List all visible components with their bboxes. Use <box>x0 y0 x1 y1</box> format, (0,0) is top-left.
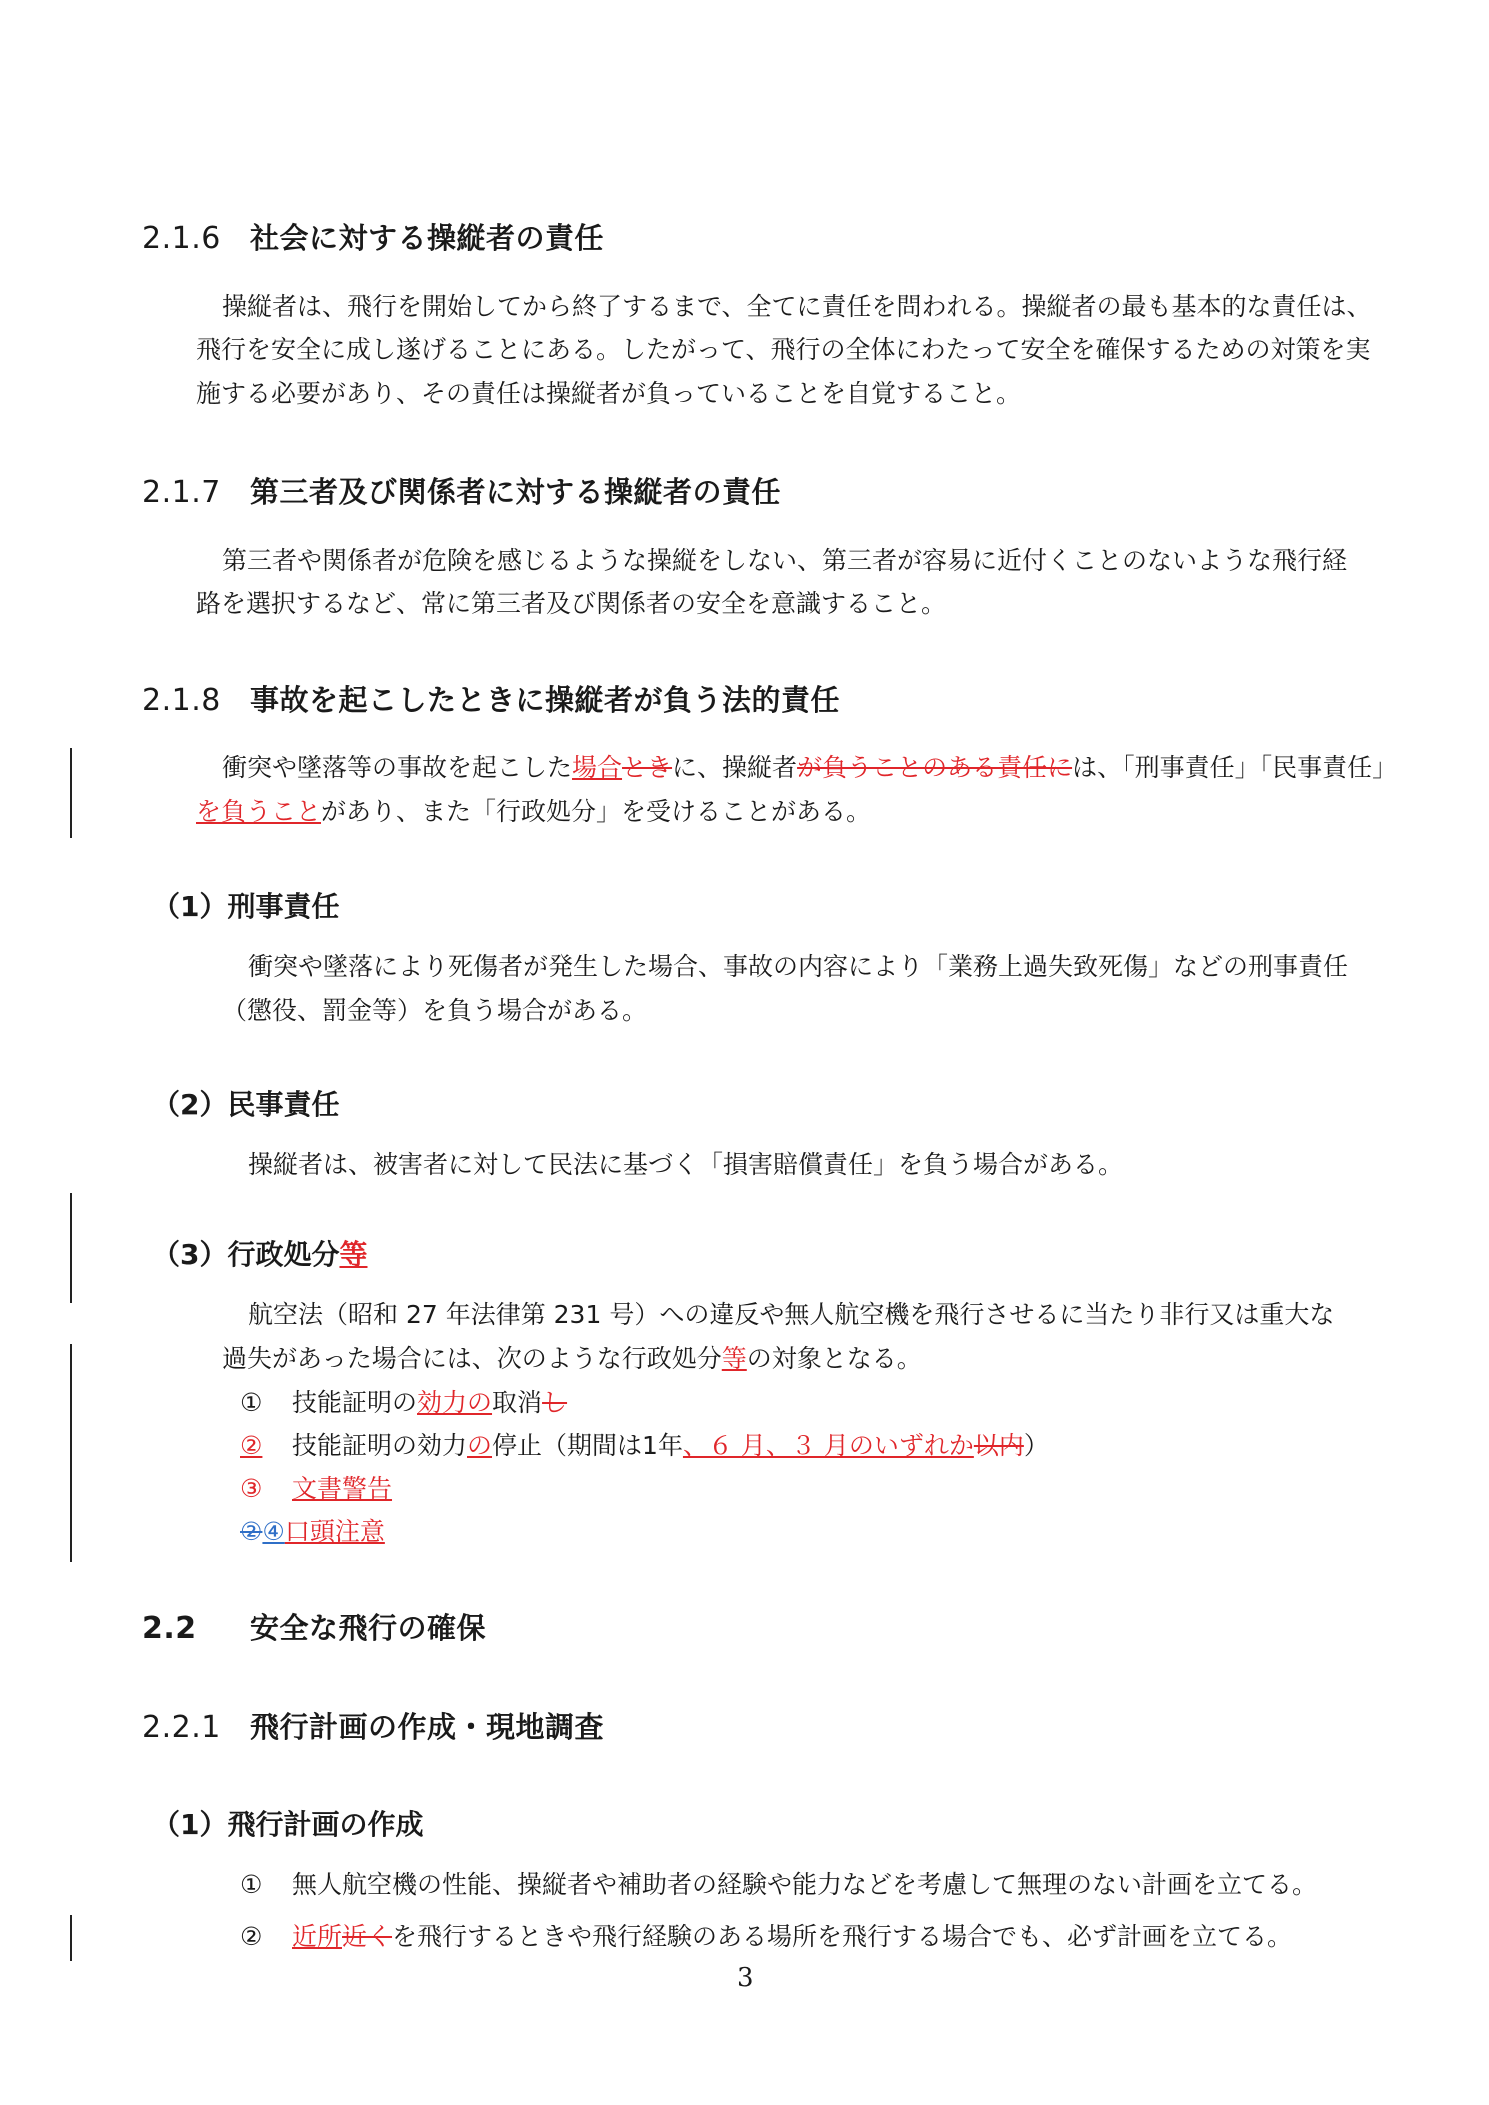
deleted-text: とき <box>622 753 673 782</box>
paragraph-line: 衝突や墜落により死傷者が発生した場合、事故の内容により「業務上過失致死傷」などの刑事責任 <box>248 952 1349 981</box>
paragraph-line: 操縦者は、被害者に対して民法に基づく「損害賠償責任」を負う場合がある。 <box>248 1150 1124 1179</box>
list-marker: ① <box>240 1388 263 1417</box>
deleted-text: ② <box>240 1517 263 1546</box>
change-bar <box>70 748 72 838</box>
inserted-text: を負うこと <box>196 797 322 826</box>
change-bar <box>70 1193 72 1303</box>
list-marker: ② <box>240 1431 263 1460</box>
subheading-admin <box>152 1233 368 1273</box>
subheading-civil: （2）民事責任 <box>152 1088 340 1121</box>
section-title: 社会に対する操縦者の責任 <box>250 221 605 255</box>
section-title: 第三者及び関係者に対する操縦者の責任 <box>250 475 782 509</box>
list-item <box>240 1915 1292 1959</box>
paragraph-line: 第三者や関係者が危険を感じるような操縦をしない、第三者が容易に近付くことのないような飛行経 <box>222 546 1348 575</box>
text-run: 衝突や墜落等の事故を起こした <box>222 753 573 782</box>
inserted-text: の <box>467 1431 493 1460</box>
text-run: 文書警告 <box>292 1474 393 1503</box>
paragraph-line: 施する必要があり、その責任は操縦者が負っていることを自覚すること。 <box>196 379 1022 408</box>
inserted-text: 口頭注意 <box>284 1517 385 1546</box>
text-run: 停止（期間は1年 <box>492 1431 683 1460</box>
section-number: 2.2 <box>142 1611 197 1646</box>
text-run: 技能証明の効力 <box>292 1431 468 1460</box>
text-run: 取消 <box>492 1388 543 1417</box>
text-run: 技能証明の <box>292 1388 418 1417</box>
list-item <box>240 1863 1317 1907</box>
text-run: は、「刑事責任」「民事責任」 <box>1072 753 1398 782</box>
list-item <box>240 1381 567 1425</box>
list-marker: ③ <box>240 1474 263 1503</box>
section-number: 2.1.8 <box>142 683 221 718</box>
text-run: の対象となる。 <box>746 1344 922 1373</box>
text-run: 過失があった場合には、次のような行政処分 <box>222 1344 722 1373</box>
text-run: 無人航空機の性能、操縦者や補助者の経験や能力などを考慮して無理のない計画を立てる。 <box>292 1870 1318 1899</box>
list-marker: ② <box>240 1922 263 1951</box>
paragraph-line: 操縦者は、飛行を開始してから終了するまで、全てに責任を問われる。操縦者の最も基本的な責任は、 <box>222 292 1372 321</box>
inserted-text: 等 <box>721 1344 747 1373</box>
paragraph-line <box>196 790 871 834</box>
subheading-flight-plan: （1）飛行計画の作成 <box>152 1808 424 1841</box>
subheading-criminal: （1）刑事責任 <box>152 890 340 923</box>
paragraph-line <box>222 746 1397 790</box>
deleted-text: 以内 <box>973 1431 1024 1460</box>
change-bar <box>70 1915 72 1961</box>
page-number: 3 <box>737 1963 754 1993</box>
inserted-text: 、６ 月、３ 月のいずれか <box>682 1431 974 1460</box>
text-run: に、操縦者 <box>672 753 798 782</box>
section-title: 事故を起こしたときに操縦者が負う法的責任 <box>250 683 841 717</box>
inserted-text: ④ <box>262 1517 285 1546</box>
inserted-text: 近所 <box>292 1922 343 1951</box>
list-marker: ① <box>240 1870 263 1899</box>
section-heading-2-2-1 <box>142 1705 604 1746</box>
inserted-text: 等 <box>339 1238 368 1271</box>
paragraph-line: 路を選択するなど、常に第三者及び関係者の安全を意識すること。 <box>196 589 947 618</box>
section-heading-2-2 <box>142 1606 486 1647</box>
paragraph-line: 航空法（昭和 27 年法律第 231 号）への違反や無人航空機を飛行させるに当たり非行又は重大な <box>248 1300 1335 1329</box>
section-heading-2-1-7 <box>142 470 781 511</box>
section-heading-2-1-6 <box>142 216 604 257</box>
paragraph-line: 飛行を安全に成し遂げることにある。したがって、飛行の全体にわたって安全を確保するための対策を実 <box>196 335 1371 364</box>
text-run: （3）行政処分 <box>152 1238 340 1271</box>
text-run: があり、また「行政処分」を受けることがある。 <box>321 797 872 826</box>
paragraph-line <box>222 1337 922 1381</box>
section-title: 安全な飛行の確保 <box>250 1611 487 1645</box>
inserted-text: 効力の <box>417 1388 493 1417</box>
deleted-text: 近く <box>342 1922 393 1951</box>
section-number: 2.1.7 <box>142 475 221 510</box>
section-number: 2.1.6 <box>142 221 221 256</box>
list-item <box>240 1467 392 1511</box>
deleted-text: し <box>542 1388 568 1417</box>
section-title: 飛行計画の作成・現地調査 <box>250 1710 605 1744</box>
change-bar <box>70 1344 72 1562</box>
list-item <box>240 1424 1049 1468</box>
section-number: 2.2.1 <box>142 1710 221 1745</box>
list-item <box>240 1510 385 1554</box>
text-run: ） <box>1023 1431 1049 1460</box>
section-heading-2-1-8 <box>142 678 840 719</box>
deleted-text: が負うことのある責任に <box>797 753 1073 782</box>
paragraph-line: （懲役、罰金等）を負う場合がある。 <box>222 996 648 1025</box>
inserted-text: 場合 <box>572 753 623 782</box>
text-run: を飛行するときや飛行経験のある場所を飛行する場合でも、必ず計画を立てる。 <box>392 1922 1293 1951</box>
